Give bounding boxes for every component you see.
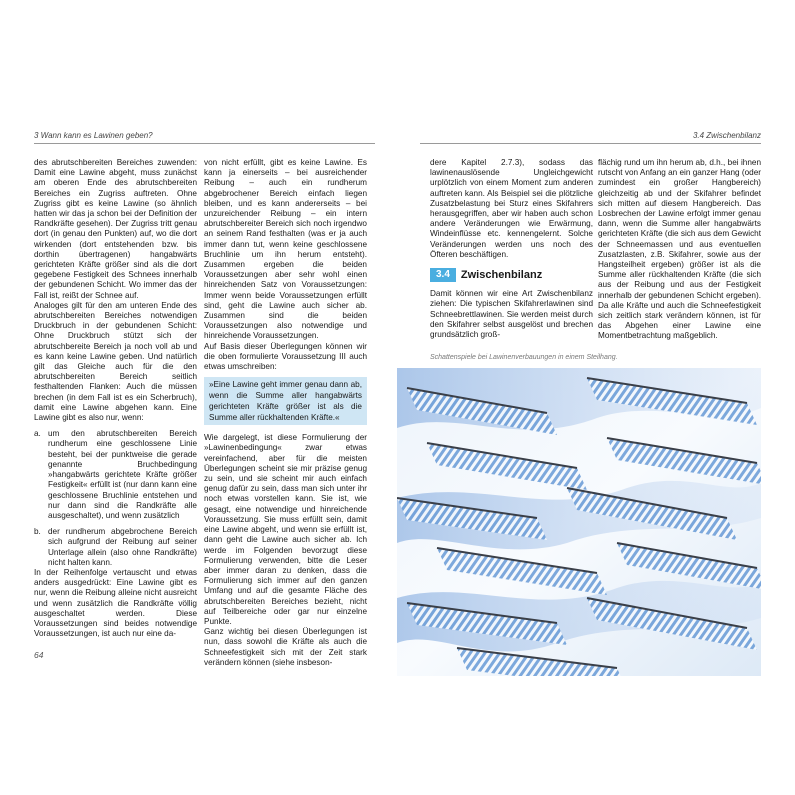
page-number: 64 [34, 650, 44, 660]
paragraph: von nicht erfüllt, gibt es keine Lawine. Es kann ja einerseits – bei ausreichender Reibung – auch ein rundherum abgebrochener Bereich einfach liegen bleiben, und es kann andererseits – bei unzureichender Reibung – ein intern abrutschbereiter Bereich sich noch irgendwo an seinem Rand festhalten (was er ja auch immer dann tut, wenn keine geschlossene Bruchlinie um ihn herum entsteht). Zusammen ergeben die beiden Voraussetzungen aber sehr wohl einen hinreichenden Satz von Voraussetzungen: Immer wenn beide Voraussetzungen erfüllt sind, geht die Lawine auch sicher ab. Zusammen sind die beiden Voraussetzungen also notwendige und hinreichende Voraussetzungen. [204, 158, 367, 341]
section-title: Zwischenbilanz [460, 269, 543, 282]
list-text: um den abrutschbereiten Bereich rundherum eine geschlossene Linie besteht, bei der punktweise die gerade genannte Bruchbedingung »hangabwärts gerichtete Kräfte größer Festigkeit« erfüllt ist (nur dann kann eine geschlossene Bruchlinie entstehen und nur dann sind die Randkräfte alle ausgeschaltet), und wenn zusätzlich [48, 429, 197, 520]
photo-caption: Schattenspiele bei Lawinenverbauungen in einem Steilhang. [430, 354, 618, 361]
paragraph: flächig rund um ihn herum ab, d.h., bei ihnen rutscht von Anfang an ein ganzer Hang (oder zumindest ein großer Hangbereich) gleichzeitig ab und der Skifahrer befindet sich mitten auf diesem Hangbereich. Das Losbrechen der Lawine erfolgt immer genau dann, wenn die Summe aller hangabwärts gerichteten Kräfte (die sich aus dem Gewicht der Schneemassen und aus eventuellen Zusatzlasten, z.B. Skifahrer, sowie aus der Hangsteilheit ergeben) größer ist als die Summe aller rückhaltenden Kräfte (die sich aus der Reibung und aus der Festigkeit innerhalb der gebundenen Schicht ergeben). Da alle Kräfte und auch die Schneefestigkeit sich zeitlich stark verändern können, ist für das Abgehen einer Lawine eine Momentbetrachtung maßgeblich. [598, 158, 761, 341]
header-rule-right [420, 143, 761, 144]
paragraph: des abrutschbereiten Bereiches zuwenden: Damit eine Lawine abgeht, muss zunächst am oberen Ende des abrutschbereiten Bereiches ein Zugriss auftreten. Ohne Zugriss gibt es keine Lawine (so ähnlich hatten wir das ja schon bei der Definition der Randkräfte gesehen). Der Zugriss tritt genau dort (in genau den Punkten) auf, wo die dort wirkenden (dort entstehenden bzw. bis dorthin übertragenen) hangabwärts gerichteten Kräfte größer sind als die dort gegebene Festigkeit des Schnees innerhalb der gebundenen Schicht. Wo immer das der Fall ist, reißt der Schnee auf. [34, 158, 197, 300]
list-text: der rundherum abgebrochene Bereich sich aufgrund der Reibung auf seiner Unterlage allein (also ohne Randkräfte) nicht halten kann. [48, 527, 197, 567]
paragraph: Analoges gilt für den am unteren Ende des abrutschbereiten Bereiches notwendigen Druckbruch in der gebundenen Schicht: Ohne Druckbruch stützt sich der abrutschbereite Bereich ja noch voll ab und es kann keine Lawine geben. Und natürlich gilt das Gleiche auch für die den abrutschbereiten Bereich seitlich festhaltenden Flanken: Auch die müssen brechen (in dem Fall ist es ein Scherbruch), damit eine Lawine abgehen kann. Eine Lawine gibt es also nur, wenn: [34, 300, 197, 423]
column-1 [34, 158, 197, 639]
list-item-b [34, 527, 197, 568]
list-marker: a. [34, 429, 41, 439]
section-number: 3.4 [430, 268, 456, 282]
header-right: 3.4 Zwischenbilanz [692, 131, 761, 140]
paragraph: Wie dargelegt, ist diese Formulierung der »Lawinenbedingung« zwar etwas vereinfachend, aber für die meisten Überlegungen scheint sie mir präzise genug zu sein, und sie scheint mir auch einfach genug dafür zu sein, dass man sich unter ihr noch etwas vorstellen kann. Sie ist, wie gesagt, eine notwendige und hinreichende Voraussetzung. Sie muss erfüllt sein, damit eine Lawine abgeht, und wenn sie erfüllt ist, dann geht die Lawine auch sicher ab. Ich werde im Folgenden bevorzugt diese Formulierung verwenden, bitte die Leser aber immer daran zu denken, dass die Formulierung sich immer auf den ganzen Umfang und auf die gesamte Fläche des abrutschbereiten Bereiches bezieht, nicht auf Teilbereiche oder gar nur einzelne Punkte. [204, 433, 367, 626]
column-3 [430, 158, 593, 340]
section-heading [430, 268, 593, 282]
header-left: 3 Wann kann es Lawinen geben? [34, 131, 153, 140]
paragraph: Ganz wichtig bei diesen Überlegungen ist nun, dass sowohl die Kräfte als auch die Schneefestigkeit sich mit der Zeit stark verändern können (siehe insbeson- [204, 627, 367, 667]
header-rule-left [34, 143, 375, 144]
paragraph: dere Kapitel 2.7.3), sodass das lawinenauslösende Ungleichgewicht urplötzlich von einem Moment zum anderen auftreten kann. Als Beispiel sei die plötzliche Zusatzbelastung bei Sturz eines Skifahrers herausgegriffen, aber wir haben auch schon andere Veränderungen wie Erwärmung, Windeinflüsse etc. kennengelernt. Solche Veränderungen werden uns noch des Öfteren beschäftigen. [430, 158, 593, 259]
column-2 [204, 158, 367, 668]
paragraph: In der Reihenfolge vertauscht und etwas anders ausgedrückt: Eine Lawine gibt es nur, wenn die Reibung alleine nicht ausreicht und wenn zusätzlich die Randkräfte völlig ausgeschaltet werden. Diese Voraussetzungen sind beides notwendige Voraussetzungen, ist auch nur eine da- [34, 567, 197, 639]
paragraph: Auf Basis dieser Überlegungen können wir die oben formulierte Voraussetzung III auch etwas umschreiben: [204, 341, 367, 372]
column-4 [598, 158, 761, 342]
list-item-a [34, 429, 197, 521]
list-marker: b. [34, 527, 41, 537]
photo [397, 368, 761, 676]
highlighted-quote: »Eine Lawine geht immer genau dann ab, wenn die Summe aller hangabwärts gerichteten Kräfte größer ist als die Summe aller rückhaltenden Kräfte.« [204, 377, 367, 425]
snow-slope-image [397, 368, 761, 676]
paragraph: Damit können wir eine Art Zwischenbilanz ziehen: Die typischen Skifahrerlawinen sind Schneebrettlawinen. Sie werden meist durch den Skifahrer selbst ausgelöst und brechen grundsätzlich groß- [430, 289, 593, 340]
